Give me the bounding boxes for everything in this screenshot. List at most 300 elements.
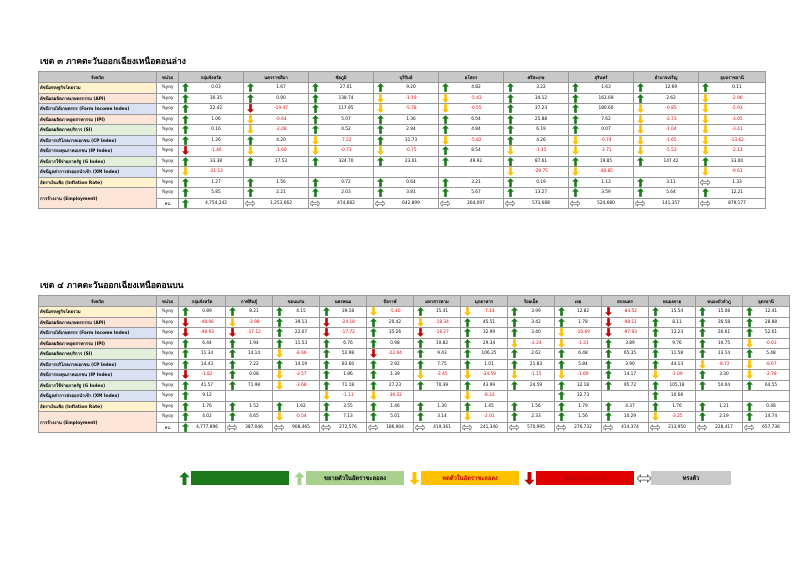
down-arrow-icon	[375, 104, 385, 113]
down-arrow-icon	[650, 412, 660, 421]
value-cell	[179, 146, 244, 157]
value-cell	[309, 198, 374, 209]
value-text: 0.08	[249, 372, 259, 378]
value-cell	[508, 349, 555, 360]
value-cell	[504, 146, 569, 157]
no-icon	[440, 167, 450, 176]
value-cell	[634, 167, 699, 178]
value-text: 272,576	[339, 424, 357, 430]
up-arrow-icon	[462, 360, 472, 369]
down-arrow-icon	[570, 146, 580, 155]
up-arrow-icon	[744, 307, 754, 316]
value-cell	[309, 188, 374, 199]
value-text: -2.08	[275, 127, 287, 133]
value-cell	[439, 93, 504, 104]
up-arrow-icon	[744, 381, 754, 390]
value-text: 324.70	[338, 158, 354, 164]
value-text: -5.82	[470, 137, 482, 143]
value-text: 474,682	[337, 200, 355, 206]
down-arrow-icon	[570, 167, 580, 176]
row-unit: %yoy	[157, 83, 179, 94]
table-row	[39, 114, 766, 125]
up-arrow-icon	[321, 412, 331, 421]
value-cell	[367, 359, 414, 370]
value-text: 1.13	[601, 179, 611, 185]
up-arrow-icon	[462, 381, 472, 390]
down-arrow-icon	[505, 146, 515, 155]
up-arrow-icon	[509, 318, 519, 327]
row-label: ดัชนีผลผลิตภาคเกษตรกรรม (API)	[39, 317, 157, 328]
value-text: -24.18	[341, 319, 355, 325]
value-cell	[461, 422, 508, 433]
row-unit: %yoy	[157, 177, 179, 188]
value-cell	[226, 338, 273, 349]
value-text: -13.62	[730, 137, 744, 143]
value-text: 6.04	[471, 116, 481, 122]
value-text: 5.67	[471, 190, 481, 196]
value-cell	[743, 412, 790, 423]
legend-arrow-icon	[177, 471, 191, 485]
value-text: 4.15	[296, 309, 306, 315]
row-label: ดัชนีผลผลิตภาคเกษตรกรรม (API)	[39, 93, 157, 104]
value-text: 6.76	[343, 340, 353, 346]
value-cell	[569, 146, 634, 157]
column-header: ขอนแก่น	[273, 296, 320, 307]
value-cell	[569, 167, 634, 178]
up-arrow-icon	[505, 188, 515, 197]
value-text: 1.52	[249, 403, 259, 409]
value-cell	[320, 370, 367, 381]
value-cell	[374, 188, 439, 199]
table-row	[39, 359, 790, 370]
value-cell	[602, 401, 649, 412]
value-text: 4,754,242	[205, 200, 227, 206]
value-text: 0.64	[406, 179, 416, 185]
value-text: -9.61	[731, 169, 743, 175]
value-cell	[309, 177, 374, 188]
down-arrow-icon	[375, 146, 385, 155]
value-text: 3.40	[531, 330, 541, 336]
value-text: -19.47	[274, 106, 288, 112]
value-cell	[696, 317, 743, 328]
value-text: -7.22	[340, 137, 352, 143]
row-label: อัตราเงินเฟ้อ (Inflation Rate)	[39, 401, 157, 412]
value-cell	[569, 125, 634, 136]
value-cell	[696, 359, 743, 370]
value-text: 10.82	[435, 340, 449, 346]
value-text: -0.03	[765, 340, 777, 346]
down-arrow-icon	[274, 412, 284, 421]
value-text: 180.60	[598, 106, 614, 112]
up-arrow-icon	[368, 402, 378, 411]
value-cell	[179, 328, 226, 339]
value-text: 1.33	[732, 179, 742, 185]
value-text: 3.89	[625, 340, 635, 346]
value-cell	[273, 307, 320, 318]
value-cell	[508, 412, 555, 423]
value-text: -17.12	[247, 330, 261, 336]
value-text: 52.61	[764, 330, 778, 336]
value-text: 37.23	[534, 106, 548, 112]
value-cell	[504, 114, 569, 125]
legend-arrow-icon	[407, 471, 421, 485]
value-text: 4.02	[202, 414, 212, 420]
up-arrow-icon	[505, 125, 515, 134]
value-cell	[179, 401, 226, 412]
up-arrow-icon	[505, 157, 515, 166]
legend-arrow-icon	[522, 471, 536, 485]
down-arrow-icon	[245, 115, 255, 124]
value-text: 10.29	[623, 414, 637, 420]
legend-item	[522, 471, 634, 485]
value-text: -1.60	[275, 148, 287, 154]
value-text: 22.42	[209, 106, 223, 112]
value-cell	[508, 338, 555, 349]
steady-arrow-icon	[650, 423, 660, 432]
value-cell	[439, 177, 504, 188]
value-cell	[374, 177, 439, 188]
steady-arrow-icon	[700, 178, 710, 187]
value-cell	[461, 359, 508, 370]
value-cell	[439, 104, 504, 115]
up-arrow-icon	[556, 307, 566, 316]
region4-title: เขต ๔ ภาคตะวันออกเฉียงเหนือตอนบน	[40, 281, 184, 291]
value-cell	[696, 370, 743, 381]
value-text: -21.13	[209, 169, 223, 175]
up-arrow-icon	[505, 136, 515, 145]
value-cell	[273, 401, 320, 412]
down-arrow-icon	[310, 146, 320, 155]
value-text: 19.85	[599, 158, 613, 164]
row-label: ดัชนีผลผลิตภาคอุตสาหกรรม (IPI)	[39, 338, 157, 349]
value-cell	[439, 188, 504, 199]
value-cell	[414, 422, 461, 433]
down-arrow-icon	[274, 349, 284, 358]
row-unit: %yoy	[157, 188, 179, 199]
up-arrow-icon	[180, 188, 190, 197]
value-text: -48.93	[200, 330, 214, 336]
value-text: 6.19	[536, 127, 546, 133]
value-text: -2.45	[436, 372, 448, 378]
value-text: -18.34	[435, 319, 449, 325]
value-text: 1.01	[484, 361, 494, 367]
down-arrow-icon	[375, 94, 385, 103]
value-cell	[439, 146, 504, 157]
value-cell	[374, 114, 439, 125]
down-arrow-icon	[245, 125, 255, 134]
value-cell	[569, 198, 634, 209]
value-text: -8.72	[718, 361, 730, 367]
value-text: 5.07	[341, 116, 351, 122]
up-arrow-icon	[462, 349, 472, 358]
table-row	[39, 380, 790, 391]
value-cell	[555, 422, 602, 433]
down-arrow-icon	[440, 94, 450, 103]
value-cell	[439, 167, 504, 178]
value-text: -36.32	[388, 393, 402, 399]
value-cell	[504, 167, 569, 178]
value-text: -8.67	[765, 361, 777, 367]
value-cell	[367, 307, 414, 318]
value-cell	[699, 104, 766, 115]
value-cell	[244, 146, 309, 157]
value-cell	[743, 401, 790, 412]
up-arrow-icon	[505, 83, 515, 92]
up-arrow-icon	[556, 349, 566, 358]
up-arrow-icon	[650, 381, 660, 390]
down-arrow-icon	[700, 125, 710, 134]
value-text: 4.84	[471, 127, 481, 133]
row-label: ดัชนีรายได้เกษตรกร (Farm Income Index)	[39, 328, 157, 339]
value-text: 34.12	[534, 95, 548, 101]
legend-arrow-icon	[637, 471, 651, 485]
down-arrow-icon	[603, 307, 613, 316]
value-text: -1.04	[665, 127, 677, 133]
value-text: -3.68	[295, 382, 307, 388]
value-text: 1.45	[484, 403, 494, 409]
steady-arrow-icon	[310, 199, 320, 208]
value-cell	[569, 177, 634, 188]
up-arrow-icon	[509, 349, 519, 358]
value-cell	[414, 307, 461, 318]
value-text: 1.56	[578, 414, 588, 420]
value-cell	[374, 156, 439, 167]
employment-row	[39, 188, 766, 199]
down-arrow-icon	[440, 136, 450, 145]
value-text: 29.34	[482, 340, 496, 346]
down-arrow-icon	[462, 307, 472, 316]
row-unit: คน	[157, 422, 179, 433]
value-cell	[602, 359, 649, 370]
row-label: การจ้างงาน (Employment)	[39, 412, 157, 433]
value-cell	[439, 156, 504, 167]
value-text: -48.85	[599, 169, 613, 175]
value-text: 2.94	[406, 127, 416, 133]
value-cell	[699, 83, 766, 94]
value-text: 11.53	[294, 340, 308, 346]
value-cell	[555, 359, 602, 370]
value-cell	[634, 93, 699, 104]
value-text: 24.59	[529, 382, 543, 388]
value-text: -29.75	[534, 169, 548, 175]
up-arrow-icon	[321, 402, 331, 411]
value-cell	[414, 391, 461, 402]
down-arrow-icon	[700, 104, 710, 113]
up-arrow-icon	[509, 360, 519, 369]
table-row	[39, 328, 790, 339]
down-arrow-icon	[635, 146, 645, 155]
down-arrow-icon	[635, 125, 645, 134]
value-cell	[414, 380, 461, 391]
value-cell	[743, 359, 790, 370]
value-cell	[504, 198, 569, 209]
value-cell	[226, 317, 273, 328]
value-text: 87.61	[534, 158, 548, 164]
value-cell	[634, 125, 699, 136]
up-arrow-icon	[274, 360, 284, 369]
up-arrow-icon	[245, 178, 255, 187]
value-text: 6.48	[578, 351, 588, 357]
down-arrow-icon	[180, 146, 190, 155]
value-cell	[179, 380, 226, 391]
value-cell	[569, 135, 634, 146]
no-icon	[697, 391, 707, 400]
value-text: 35.26	[388, 330, 402, 336]
steady-arrow-icon	[227, 423, 237, 432]
value-text: 15.54	[670, 309, 684, 315]
row-label: ดัชนีการใช้จ่ายภาครัฐ (G Index)	[39, 156, 157, 167]
column-header: หนองคาย	[649, 296, 696, 307]
up-arrow-icon	[509, 307, 519, 316]
up-arrow-icon	[415, 360, 425, 369]
up-arrow-icon	[462, 328, 472, 337]
value-cell	[439, 198, 504, 209]
value-cell	[504, 104, 569, 115]
down-arrow-icon	[321, 391, 331, 400]
value-cell	[320, 307, 367, 318]
down-arrow-icon	[415, 318, 425, 327]
value-cell	[555, 380, 602, 391]
value-cell	[273, 328, 320, 339]
value-cell	[555, 391, 602, 402]
row-label: ดัชนีเศรษฐกิจโดยรวม	[39, 307, 157, 318]
value-cell	[699, 177, 766, 188]
down-arrow-icon	[556, 328, 566, 337]
down-arrow-icon	[274, 381, 284, 390]
down-arrow-icon	[509, 339, 519, 348]
value-text: 71.18	[341, 382, 355, 388]
value-text: 1.86	[343, 372, 353, 378]
value-text: 14.74	[764, 414, 778, 420]
value-cell	[461, 391, 508, 402]
up-arrow-icon	[180, 381, 190, 390]
value-text: 6.44	[202, 340, 212, 346]
value-text: -5.43	[470, 95, 482, 101]
value-text: -5.93	[731, 106, 743, 112]
down-arrow-icon	[700, 146, 710, 155]
value-text: -97.93	[623, 330, 637, 336]
column-header: กลุ่มจังหวัด	[179, 296, 226, 307]
row-label: อัตราเงินเฟ้อ (Inflation Rate)	[39, 177, 157, 188]
value-text: 0.16	[211, 127, 221, 133]
value-cell	[439, 135, 504, 146]
value-cell	[699, 146, 766, 157]
up-arrow-icon	[505, 178, 515, 187]
up-arrow-icon	[375, 136, 385, 145]
value-text: -2.78	[765, 372, 777, 378]
value-text: 65.35	[623, 351, 637, 357]
down-arrow-icon	[700, 167, 710, 176]
steady-arrow-icon	[556, 423, 566, 432]
value-cell	[461, 307, 508, 318]
up-arrow-icon	[227, 381, 237, 390]
column-header: สุรินทร์	[569, 72, 634, 83]
up-arrow-icon	[635, 83, 645, 92]
value-text: 3.14	[437, 414, 447, 420]
value-cell	[244, 188, 309, 199]
row-unit: %yoy	[157, 359, 179, 370]
up-arrow-icon	[603, 360, 613, 369]
up-arrow-icon	[650, 391, 660, 400]
value-cell	[273, 349, 320, 360]
legend-item	[407, 471, 519, 485]
value-cell	[555, 338, 602, 349]
table-row	[39, 167, 766, 178]
value-text: 106.25	[481, 351, 497, 357]
up-arrow-icon	[509, 381, 519, 390]
value-text: 213,950	[668, 424, 686, 430]
value-cell	[179, 307, 226, 318]
up-arrow-icon	[375, 188, 385, 197]
value-cell	[309, 146, 374, 157]
value-cell	[699, 188, 766, 199]
value-cell	[309, 83, 374, 94]
value-text: 25.88	[534, 116, 548, 122]
value-text: 44.13	[670, 361, 684, 367]
value-text: 14.43	[200, 361, 214, 367]
up-arrow-icon	[415, 307, 425, 316]
value-cell	[309, 93, 374, 104]
value-cell	[226, 412, 273, 423]
row-unit: %yoy	[157, 114, 179, 125]
region4-table	[38, 295, 790, 433]
value-text: 0.72	[341, 179, 351, 185]
value-cell	[508, 422, 555, 433]
value-cell	[569, 104, 634, 115]
no-icon	[415, 391, 425, 400]
value-cell	[508, 317, 555, 328]
value-text: 26.61	[717, 330, 731, 336]
value-cell	[634, 135, 699, 146]
up-arrow-icon	[321, 307, 331, 316]
value-text: 12.41	[764, 309, 778, 315]
no-icon	[227, 391, 237, 400]
up-arrow-icon	[570, 157, 580, 166]
value-text: 12.21	[730, 190, 744, 196]
up-arrow-icon	[440, 83, 450, 92]
value-text: 1.27	[211, 179, 221, 185]
value-text: 642,899	[402, 200, 420, 206]
value-text: -34.59	[482, 372, 496, 378]
legend	[177, 471, 734, 485]
row-unit: %yoy	[157, 167, 179, 178]
value-text: 879,177	[728, 200, 746, 206]
value-text: 3.55	[343, 403, 353, 409]
legend-label: ขยายตัวในอัตราชะลอลง	[306, 471, 404, 485]
column-header: กลุ่มจังหวัด	[179, 72, 244, 83]
value-text: 71.98	[247, 382, 261, 388]
value-text: -8.33	[483, 393, 495, 399]
up-arrow-icon	[415, 402, 425, 411]
value-cell	[273, 317, 320, 328]
value-cell	[649, 422, 696, 433]
table-row	[39, 317, 790, 328]
value-text: -3.71	[600, 148, 612, 154]
value-cell	[602, 328, 649, 339]
value-text: -98.11	[623, 319, 637, 325]
steady-arrow-icon	[603, 423, 613, 432]
down-arrow-icon	[700, 94, 710, 103]
province-header: จังหวัด	[39, 72, 157, 83]
value-cell	[273, 338, 320, 349]
value-cell	[504, 93, 569, 104]
row-label: การจ้างงาน (Employment)	[39, 188, 157, 209]
down-arrow-icon	[635, 104, 645, 113]
value-text: 186,904	[386, 424, 404, 430]
value-cell	[179, 114, 244, 125]
down-arrow-icon	[245, 146, 255, 155]
up-arrow-icon	[180, 412, 190, 421]
